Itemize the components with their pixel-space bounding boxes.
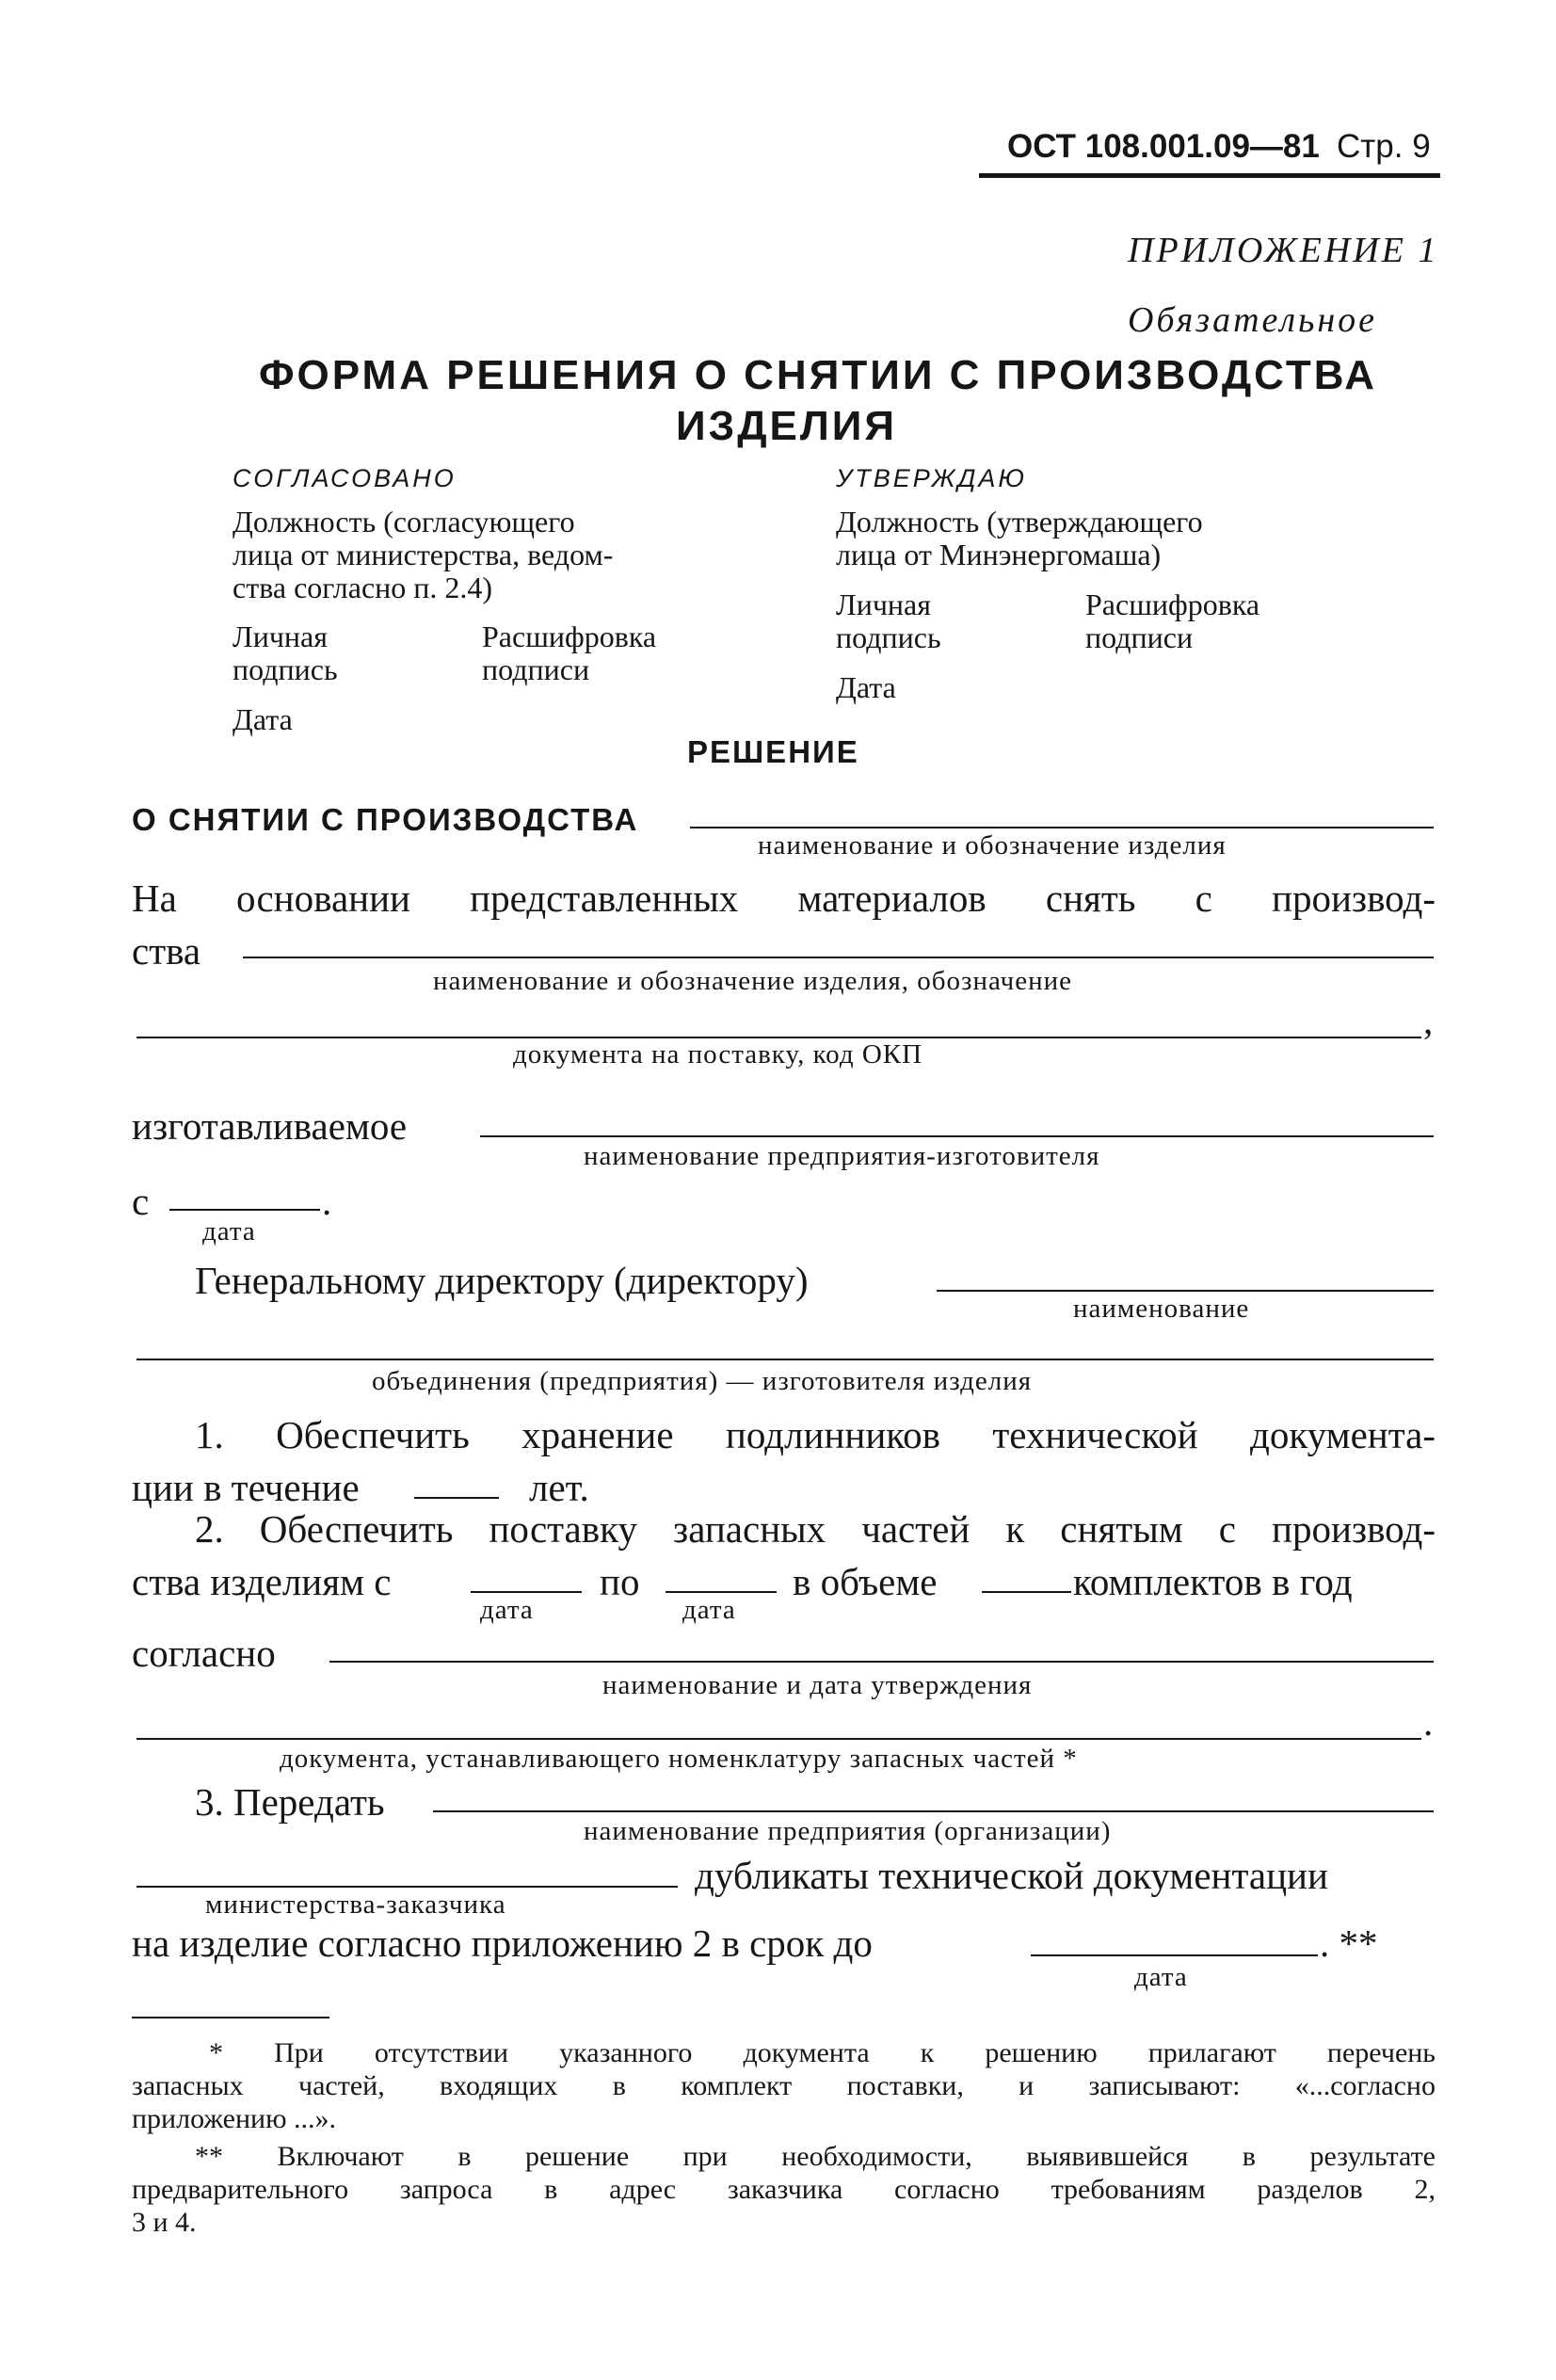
- footnote-2-line-2: предварительного запроса в адрес заказчика согласно требованиям разделов 2,: [132, 2174, 1436, 2205]
- page-number: Стр. 9: [1337, 128, 1431, 165]
- approval-left-decoding-2: подписи: [482, 652, 590, 686]
- approval-right-decoding-1: Расшифровка: [1085, 587, 1260, 621]
- item-2-line-2a: ства изделиям с: [132, 1560, 392, 1603]
- deadline-end: . **: [1320, 1922, 1378, 1965]
- footnote-separator: [132, 2017, 329, 2018]
- approval-right-date: Дата: [836, 670, 896, 704]
- caption-organization: наименование предприятия (организации): [584, 1816, 1112, 1846]
- from-date-fill-line: [169, 1209, 320, 1211]
- duplicates-text: дубликаты технической документации: [695, 1854, 1328, 1897]
- decision-heading: РЕШЕНИЕ: [687, 734, 859, 769]
- form-title-line2: ИЗДЕЛИЯ: [676, 403, 898, 449]
- caption-date-3: дата: [682, 1595, 736, 1625]
- header-rule: [979, 173, 1440, 178]
- decision-subject: О СНЯТИИ С ПРОИЗВОДСТВА: [132, 802, 639, 837]
- appendix-label: ПРИЛОЖЕНИЕ 1: [1128, 231, 1439, 270]
- from-period: .: [322, 1180, 332, 1223]
- approval-right-decoding-2: подписи: [1085, 620, 1194, 654]
- item-fill-line: [243, 957, 1434, 958]
- item-1-line-2a: ции в течение: [132, 1466, 360, 1509]
- deadline-line: на изделие согласно приложению 2 в срок до: [132, 1922, 873, 1965]
- approval-right-signature-1: Личная: [836, 587, 931, 621]
- approval-left-signature-1: Личная: [233, 619, 328, 653]
- appendix-status: Обязательное: [1128, 300, 1378, 340]
- approval-right-position-1: Должность (утверждающего: [836, 505, 1203, 539]
- paragraph-1-line-2: ства: [132, 929, 201, 973]
- approval-left-position-2: лица от министерства, ведом-: [233, 538, 614, 571]
- caption-doc: документа на поставку, код ОКП: [513, 1039, 923, 1069]
- caption-date-2: дата: [480, 1595, 534, 1625]
- caption-name: наименование: [1073, 1294, 1250, 1324]
- paragraph-1-line-1: На основании представленных материалов снять с производ-: [132, 876, 1436, 920]
- ministry-fill-line: [136, 1886, 678, 1888]
- footnote-2-line-3: 3 и 4.: [132, 2207, 197, 2238]
- nomenclature-period: .: [1423, 1700, 1434, 1744]
- caption-item: наименование и обозначение изделия, обозначение: [433, 966, 1073, 996]
- approval-right-signature-2: подпись: [836, 620, 941, 654]
- approval-left-signature-2: подпись: [233, 652, 338, 686]
- item-2-line-2c: в объеме: [793, 1560, 938, 1603]
- caption-ministry: министерства-заказчика: [205, 1890, 506, 1920]
- footnote-1-line-3: приложению ...».: [132, 2103, 337, 2134]
- item-2-line-2d: комплектов в год: [1073, 1560, 1353, 1603]
- item-3-label: 3. Передать: [195, 1780, 385, 1824]
- item-2-from-fill-line: [471, 1591, 582, 1593]
- approval-left-position-1: Должность (согласующего: [233, 505, 575, 539]
- item-2-volume-fill-line: [982, 1591, 1071, 1593]
- manufactured-label: изготавливаемое: [132, 1104, 408, 1148]
- approval-right-position-2: лица от Минэнергомаша): [836, 538, 1162, 571]
- director-label: Генеральному директору (директору): [195, 1259, 809, 1302]
- item-1-line-2b: лет.: [529, 1466, 589, 1509]
- caption-manufacturer: наименование предприятия-изготовителя: [584, 1141, 1100, 1171]
- association-fill-line: [136, 1359, 1434, 1360]
- doc-comma: ,: [1423, 999, 1434, 1042]
- approval-right-heading: УТВЕРЖДАЮ: [836, 464, 1027, 492]
- footnote-2-line-1: ** Включают в решение при необходимости, выявившейся в результате: [195, 2141, 1436, 2172]
- doc-fill-line: [136, 1037, 1421, 1038]
- according-label: согласно: [132, 1632, 276, 1675]
- caption-nomenclature: документа, устанавливающего номенклатуру запасных частей *: [280, 1744, 1078, 1774]
- approval-left-decoding-1: Расшифровка: [482, 619, 657, 653]
- standard-code: ОСТ 108.001.09—81: [1007, 128, 1320, 165]
- form-title-line1: ФОРМА РЕШЕНИЯ О СНЯТИИ С ПРОИЗВОДСТВА: [259, 352, 1378, 398]
- approval-left-heading: СОГЛАСОВАНО: [233, 464, 457, 492]
- caption-association: объединения (предприятия) — изготовителя изделия: [372, 1366, 1033, 1396]
- decision-subject-caption: наименование и обозначение изделия: [758, 830, 1227, 860]
- item-1-line-1: 1. Обеспечить хранение подлинников технической документа-: [195, 1413, 1436, 1456]
- caption-approval: наименование и дата утверждения: [602, 1670, 1033, 1700]
- item-2-to-fill-line: [666, 1591, 777, 1593]
- approval-left-date: Дата: [233, 702, 293, 736]
- nomenclature-fill-line: [136, 1738, 1421, 1740]
- deadline-fill-line: [1031, 1954, 1318, 1956]
- years-fill-line: [414, 1497, 499, 1499]
- item-2-line-1: 2. Обеспечить поставку запасных частей к снятым с производ-: [195, 1507, 1436, 1551]
- caption-date-1: дата: [202, 1216, 256, 1246]
- organization-fill-line: [433, 1810, 1434, 1812]
- director-fill-line: [937, 1290, 1434, 1292]
- footnote-1-line-2: запасных частей, входящих в комплект поставки, и записывают: «...согласно: [132, 2070, 1436, 2101]
- footnote-1-line-1: * При отсутствии указанного документа к решению прилагают перечень: [209, 2037, 1436, 2068]
- decision-subject-fill-line: [690, 827, 1434, 828]
- from-label: с: [132, 1180, 150, 1223]
- manufacturer-fill-line: [480, 1135, 1434, 1137]
- approval-doc-fill-line: [329, 1661, 1434, 1663]
- approval-left-position-3: ства согласно п. 2.4): [233, 571, 493, 604]
- item-2-line-2b: по: [600, 1560, 640, 1603]
- caption-date-4: дата: [1134, 1962, 1188, 1992]
